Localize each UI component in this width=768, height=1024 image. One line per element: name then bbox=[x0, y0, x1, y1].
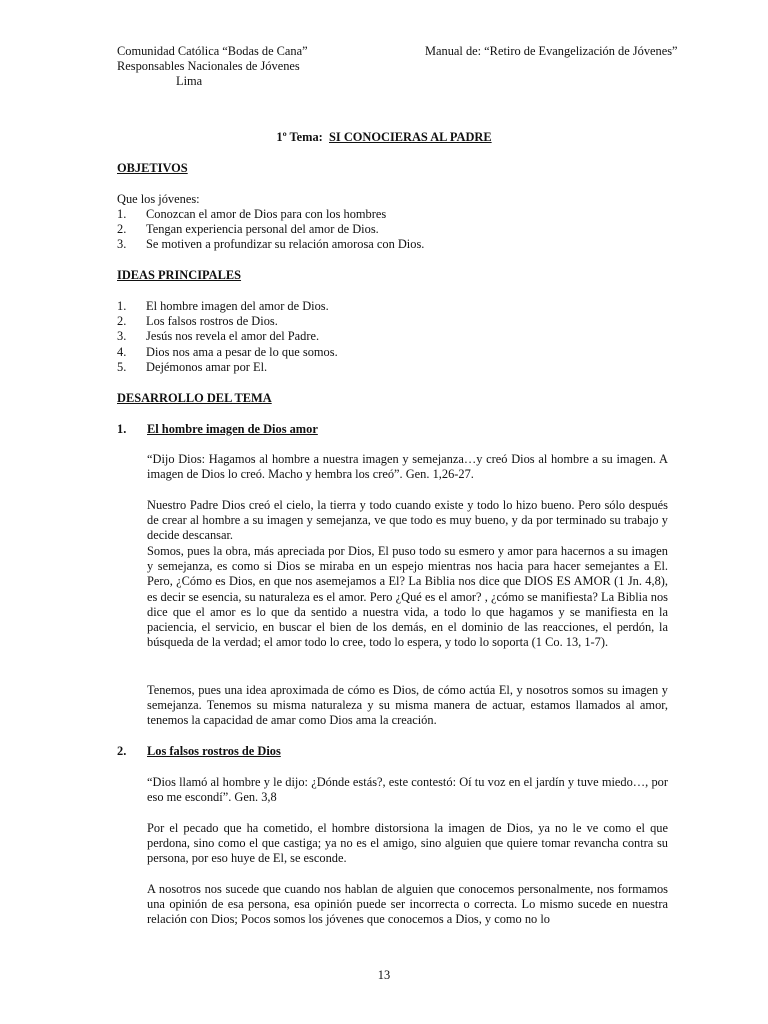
list-item bbox=[117, 345, 338, 360]
list-text: Tengan experiencia personal del amor de Dios. bbox=[146, 222, 379, 237]
desarrollo-heading: DESARROLLO DEL TEMA bbox=[117, 391, 272, 405]
list-item bbox=[117, 222, 424, 237]
page-number: 13 bbox=[377, 968, 391, 982]
section-title: El hombre imagen de Dios amor bbox=[147, 422, 318, 436]
objetivos-heading: OBJETIVOS bbox=[117, 161, 188, 175]
paragraph: A nosotros nos sucede que cuando nos hablan de alguien que conocemos personalmente, nos formamos una opinión de esa persona, esa opinión puede ser incorrecta o correcta. Lo mismo sucede en nuestra relación con Dios; Pocos somos los jóvenes que conocemos a Dios, y como no lo bbox=[147, 882, 668, 927]
list-item bbox=[117, 237, 424, 252]
paragraph: Tenemos, pues una idea aproximada de cómo es Dios, de cómo actúa El, y nosotros somos su imagen y semejanza. Tenemos su misma naturaleza y su misma manera de actuar, estamos llamados al amor, tenemos la capacidad de amar como Dios ama la creación. bbox=[147, 683, 668, 728]
list-text: Dios nos ama a pesar de lo que somos. bbox=[146, 344, 338, 359]
list-text: Dejémonos amar por El. bbox=[146, 359, 268, 374]
header-left bbox=[117, 44, 308, 90]
list-number: 3. bbox=[117, 329, 127, 344]
list-text: Jesús nos revela el amor del Padre. bbox=[146, 329, 320, 344]
list-text: El hombre imagen del amor de Dios. bbox=[146, 299, 329, 313]
section-number: 2. bbox=[117, 744, 127, 758]
list-item bbox=[117, 207, 424, 222]
header-responsables: Responsables Nacionales de Jóvenes bbox=[117, 59, 300, 74]
list-item bbox=[117, 299, 338, 314]
paragraph: Nuestro Padre Dios creó el cielo, la tierra y todo cuando existe y todo lo hizo bueno. Pero sólo después de crear al hombre a su imagen y semejanza, ve que todo es muy bueno, y da por terminado su trabajo y decide descansar. bbox=[147, 498, 668, 543]
list-number: 2. bbox=[117, 222, 127, 237]
section-heading bbox=[117, 422, 318, 437]
list-item bbox=[117, 329, 338, 344]
section-number: 1. bbox=[117, 422, 127, 436]
ideas-list bbox=[117, 299, 338, 375]
list-item bbox=[117, 360, 338, 375]
list-text: Se motiven a profundizar su relación amorosa con Dios. bbox=[146, 237, 425, 252]
topic-prefix: 1º Tema: bbox=[276, 130, 323, 144]
paragraph: Por el pecado que ha cometido, el hombre distorsiona la imagen de Dios, ya no le ve como el que perdona, sino como el que castiga; ya no es el amigo, sino alguien que quiere tomar revancha contra su persona, por eso huye de El, se esconde. bbox=[147, 821, 668, 866]
list-number: 5. bbox=[117, 359, 127, 374]
paragraph-quote: “Dios llamó al hombre y le dijo: ¿Dónde estás?, este contestó: Oí tu voz en el jardín y tuve miedo…, por eso me escondí”. Gen. 3,8 bbox=[147, 775, 668, 805]
list-number: 1. bbox=[117, 207, 127, 221]
topic-title bbox=[0, 130, 768, 145]
objetivos-list bbox=[117, 207, 424, 253]
header-manual: Manual de: “Retiro de Evangelización de Jóvenes” bbox=[425, 44, 678, 58]
list-number: 4. bbox=[117, 344, 127, 359]
list-text: Los falsos rostros de Dios. bbox=[146, 314, 278, 329]
header-city: Lima bbox=[176, 74, 203, 89]
paragraph: Somos, pues la obra, más apreciada por Dios, El puso todo su esmero y amor para hacernos a su imagen y semejanza, es como si Dios se miraba en un espejo mientras nos hacia para hacer semejantes a El. Pero, ¿Cómo es Dios, en que nos asemejamos a El? La Biblia nos dice que DIOS ES AMOR (1 Jn. 4,8), es decir se esencia, su naturaleza es el amor. Pero ¿Qué es el amor? , ¿cómo se manifiesta? La Biblia nos dice que el amor es lo que da sentido a nuestra vida, a todo lo que hagamos y se manifiesta en la paciencia, el servicio, en buscar el bien de los demás, en el dominio de las reacciones, el perdón, la búsqueda de la verdad; el amor todo lo cree, todo lo espera, y todo lo soporta (1 Co. 13, 1-7). bbox=[147, 544, 668, 650]
list-text: Conozcan el amor de Dios para con los hombres bbox=[146, 207, 387, 221]
list-number: 2. bbox=[117, 314, 127, 329]
list-item bbox=[117, 314, 338, 329]
paragraph-quote: “Dijo Dios: Hagamos al hombre a nuestra imagen y semejanza…y creó Dios al hombre a su imagen. A imagen de Dios lo creó. Macho y hembra los creó”. Gen. 1,26-27. bbox=[147, 452, 668, 482]
ideas-heading: IDEAS PRINCIPALES bbox=[117, 268, 242, 282]
header-community: Comunidad Católica “Bodas de Cana” bbox=[117, 44, 308, 58]
section-heading bbox=[117, 744, 281, 759]
topic-name: SI CONOCIERAS AL PADRE bbox=[329, 130, 492, 144]
list-number: 3. bbox=[117, 237, 127, 252]
list-number: 1. bbox=[117, 299, 127, 313]
section-title: Los falsos rostros de Dios bbox=[147, 744, 281, 758]
objetivos-intro: Que los jóvenes: bbox=[117, 192, 200, 206]
